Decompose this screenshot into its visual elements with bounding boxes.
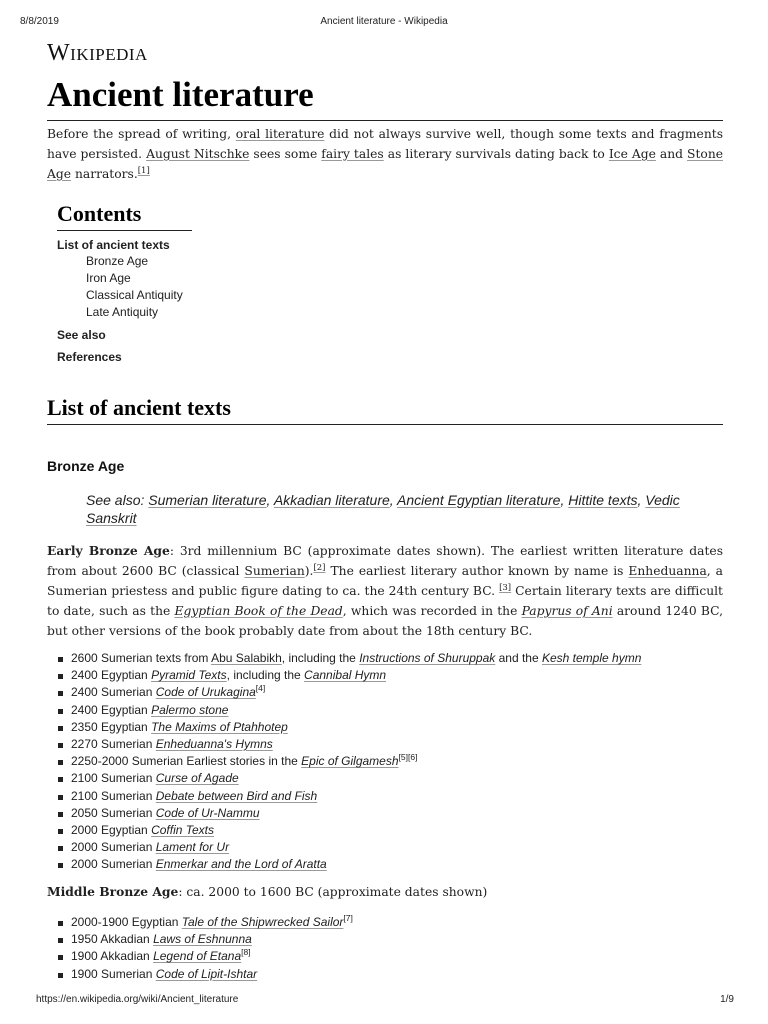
citation-4[interactable]: [4] — [255, 683, 266, 694]
citation-2[interactable]: [2] — [313, 562, 326, 573]
list-item — [47, 667, 641, 684]
print-date: 8/8/2019 — [20, 16, 59, 27]
link-palermo-stone[interactable]: Palermo stone — [151, 702, 229, 717]
toc-item-bronze-age[interactable]: Bronze Age — [86, 254, 149, 268]
early-bronze-age-section — [47, 541, 723, 641]
work-date: 1900 Sumerian — [71, 966, 156, 981]
link-code-of-ur-nammu[interactable]: Code of Ur-Nammu — [155, 805, 260, 820]
hatnote-prefix: See also: — [86, 492, 149, 508]
see-also-hatnote — [86, 491, 716, 527]
body-text: , which was recorded in the — [342, 604, 522, 618]
work-date: 2000 Sumerian — [71, 840, 156, 855]
list-item — [47, 822, 641, 839]
link-ancient-egyptian-literature[interactable]: Ancient Egyptian literature — [397, 492, 561, 508]
link-august-nitschke[interactable]: August Nitschke — [146, 147, 250, 161]
work-date: 2270 Sumerian — [71, 736, 156, 751]
work-text: , including the — [281, 651, 360, 665]
print-url: https://en.wikipedia.org/wiki/Ancient_literature — [36, 994, 239, 1005]
link-akkadian-literature[interactable]: Akkadian literature — [273, 492, 390, 508]
list-item — [47, 805, 641, 822]
early-bronze-age-label: Early Bronze Age — [47, 543, 170, 558]
work-date: 2600 Sumerian texts from — [71, 651, 212, 665]
hatnote-separator: , — [637, 492, 646, 508]
list-item — [47, 770, 641, 787]
work-date: 1900 Akkadian — [71, 949, 154, 964]
work-date: 2100 Sumerian — [71, 788, 156, 803]
link-coffin-texts[interactable]: Coffin Texts — [151, 822, 214, 837]
body-text: ). — [304, 564, 314, 578]
list-item — [47, 736, 641, 753]
link-pyramid-texts[interactable]: Pyramid Texts — [151, 668, 227, 683]
link-code-of-lipit-ishtar[interactable]: Code of Lipit-Ishtar — [155, 966, 258, 981]
list-item — [47, 719, 641, 736]
toc-item-classical-antiquity[interactable]: Classical Antiquity — [86, 288, 183, 302]
section-heading-list-of-ancient-texts: List of ancient texts — [47, 395, 723, 425]
link-hittite-texts[interactable]: Hittite texts — [568, 492, 638, 508]
intro-paragraph — [47, 124, 723, 184]
hatnote-separator: , — [389, 492, 398, 508]
link-ice-age[interactable]: Ice Age — [608, 147, 656, 161]
middle-bronze-age-works-list — [47, 914, 353, 983]
link-stone-age[interactable]: Stone Age — [47, 147, 724, 181]
link-papyrus-of-ani[interactable]: Papyrus of Ani — [521, 604, 613, 618]
print-footer — [0, 994, 768, 1008]
link-oral-literature[interactable]: oral literature — [235, 127, 325, 141]
list-item — [47, 839, 641, 856]
link-sumerian-literature[interactable]: Sumerian literature — [148, 492, 267, 508]
body-text: : ca. 2000 to 1600 BC (approximate dates shown) — [178, 885, 488, 899]
list-item — [47, 788, 641, 805]
link-cannibal-hymn[interactable]: Cannibal Hymn — [304, 668, 387, 683]
link-instructions-of-shuruppak[interactable]: Instructions of Shuruppak — [359, 651, 496, 665]
link-kesh-temple-hymn[interactable]: Kesh temple hymn — [541, 651, 642, 665]
work-date: 2400 Sumerian — [71, 685, 156, 700]
body-text: : 3rd millennium BC (approximate dates shown). The earliest written literature dates from about 2600 BC (classical — [47, 544, 724, 578]
link-code-of-urukagina[interactable]: Code of Urukagina — [155, 685, 256, 700]
middle-bronze-age-label: Middle Bronze Age — [47, 884, 179, 899]
toc-item-late-antiquity[interactable]: Late Antiquity — [86, 305, 159, 319]
intro-text: did not always survive well, though some texts and fragments have persisted. — [47, 127, 724, 161]
link-debate-bird-fish[interactable]: Debate between Bird and Fish — [155, 788, 318, 803]
hatnote-separator: , — [266, 492, 274, 508]
middle-bronze-age-paragraph — [47, 882, 723, 902]
citation-5-6[interactable]: [5][6] — [398, 752, 418, 763]
list-item — [47, 931, 353, 948]
work-date: 2000-1900 Egyptian — [71, 915, 182, 929]
link-curse-of-agade[interactable]: Curse of Agade — [155, 771, 239, 786]
work-date: 2350 Egyptian — [71, 719, 152, 734]
list-item — [47, 856, 641, 873]
early-bronze-age-works-list — [47, 650, 641, 873]
intro-section — [47, 124, 723, 184]
toc-item-list-of-ancient-texts[interactable]: List of ancient texts — [57, 238, 170, 252]
link-vedic-sanskrit[interactable]: Vedic Sanskrit — [86, 492, 680, 526]
print-header — [0, 16, 768, 30]
work-date: 2100 Sumerian — [71, 771, 156, 786]
body-text: Certain literary texts are difficult to date, such as the — [47, 584, 723, 618]
middle-bronze-age-section — [47, 882, 723, 902]
link-shipwrecked-sailor[interactable]: Tale of the Shipwrecked Sailor — [181, 915, 344, 929]
toc-item-references[interactable]: References — [57, 350, 122, 364]
toc-item-see-also[interactable]: See also — [57, 328, 106, 342]
citation-3[interactable]: [3] — [499, 582, 512, 593]
toc-title: Contents — [57, 201, 192, 231]
list-item — [47, 650, 641, 667]
citation-1[interactable]: [1] — [137, 165, 150, 176]
intro-text: narrators. — [71, 167, 138, 181]
work-date: 1950 Akkadian — [71, 932, 154, 947]
work-date: 2400 Egyptian — [71, 702, 152, 717]
link-enheduannas-hymns[interactable]: Enheduanna's Hymns — [155, 736, 273, 751]
intro-text: Before the spread of writing, — [47, 127, 236, 141]
page-title: Ancient literature — [47, 73, 723, 121]
link-abu-salabikh[interactable]: Abu Salabikh — [211, 651, 282, 665]
work-date: 2050 Sumerian — [71, 805, 156, 820]
body-text: , a Sumerian priestess and public figure dating to ca. the 24th century BC. — [47, 564, 723, 598]
citation-7[interactable]: [7] — [343, 913, 353, 923]
link-legend-of-etana[interactable]: Legend of Etana — [153, 949, 242, 964]
list-item — [47, 702, 641, 719]
link-epic-of-gilgamesh[interactable]: Epic of Gilgamesh — [301, 754, 399, 769]
subsection-heading-bronze-age: Bronze Age — [47, 458, 125, 474]
body-text: around 1240 BC, but other versions of the book probably date from about the 18th century BC. — [47, 604, 723, 638]
intro-text: and — [655, 147, 688, 161]
citation-8[interactable]: [8] — [241, 947, 251, 958]
intro-text: sees some — [249, 147, 322, 161]
hatnote-separator: , — [560, 492, 569, 508]
work-date: 2000 Egyptian — [71, 822, 152, 837]
link-egyptian-book-of-the-dead[interactable]: Egyptian Book of the Dead — [174, 604, 343, 618]
link-enheduanna[interactable]: Enheduanna — [628, 564, 707, 578]
toc-item-iron-age[interactable]: Iron Age — [86, 271, 131, 285]
work-text: , including the — [226, 668, 305, 683]
list-item — [47, 948, 353, 965]
link-sumerian[interactable]: Sumerian — [244, 564, 305, 578]
body-text: The earliest literary author known by name is — [325, 564, 629, 578]
print-page-title: Ancient literature - Wikipedia — [320, 16, 448, 27]
work-text: and the — [495, 651, 542, 665]
link-laws-of-eshnunna[interactable]: Laws of Eshnunna — [153, 932, 252, 947]
early-bronze-age-paragraph — [47, 541, 723, 641]
work-date: 2400 Egyptian — [71, 668, 152, 683]
table-of-contents — [57, 201, 277, 365]
link-lament-for-ur[interactable]: Lament for Ur — [155, 840, 230, 855]
list-item — [47, 684, 641, 701]
print-page-number: 1/9 — [720, 994, 734, 1005]
work-date: 2000 Sumerian — [71, 857, 156, 872]
list-item — [47, 966, 353, 983]
wikipedia-wordmark[interactable]: Wikipedia — [47, 40, 148, 66]
work-date: 2250-2000 Sumerian Earliest stories in the — [71, 754, 302, 769]
link-maxims-of-ptahhotep[interactable]: The Maxims of Ptahhotep — [151, 719, 288, 734]
intro-text: as literary survivals dating back to — [383, 147, 609, 161]
link-enmerkar-lord-of-aratta[interactable]: Enmerkar and the Lord of Aratta — [155, 857, 327, 872]
list-item — [47, 914, 353, 931]
list-item — [47, 753, 641, 770]
link-fairy-tales[interactable]: fairy tales — [321, 147, 384, 161]
